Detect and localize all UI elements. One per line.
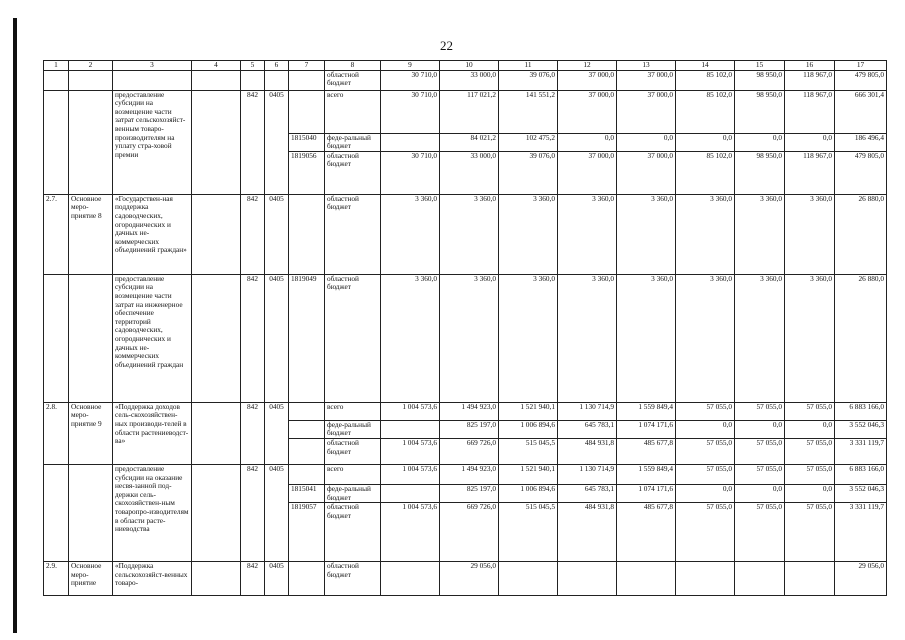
col-header: 15 [735, 61, 785, 71]
amount-cell: 3 552 046,3 [835, 420, 887, 438]
amount-cell: 479 805,0 [835, 151, 887, 194]
amount-cell [558, 562, 617, 596]
executor-cell [192, 274, 241, 402]
col-header: 6 [265, 61, 289, 71]
event-name-cell: предоставление субсидии на оказание несвя-занной под-держки сель-скохозяйствен-ным товаропро-изводителям в области расте-ниеводства [113, 464, 192, 561]
target-code-cell [289, 420, 325, 438]
col-header: 3 [113, 61, 192, 71]
funding-source-cell: феде-ральный бюджет [325, 133, 381, 151]
event-name-cell: предоставление субсидии на возмещение части затрат сельскохозяйст-венным товаро-производителям на уплату стра-ховой премии [113, 90, 192, 194]
funding-source-cell: областной бюджет [325, 503, 381, 562]
amount-cell: 1 074 171,6 [617, 420, 676, 438]
col-header: 7 [289, 61, 325, 71]
grbs-code-cell: 842 [241, 90, 265, 194]
amount-cell: 85 102,0 [676, 70, 735, 90]
row-number-cell [44, 90, 69, 194]
amount-cell: 102 475,2 [499, 133, 558, 151]
amount-cell: 57 055,0 [735, 464, 785, 484]
amount-cell: 3 360,0 [676, 194, 735, 274]
amount-cell: 186 496,4 [835, 133, 887, 151]
amount-cell: 117 021,2 [440, 90, 499, 133]
table-row [44, 402, 887, 420]
amount-cell: 85 102,0 [676, 90, 735, 133]
executor-cell [192, 70, 241, 90]
amount-cell: 3 331 119,7 [835, 503, 887, 562]
amount-cell [499, 562, 558, 596]
target-code-cell [289, 464, 325, 484]
amount-cell: 1 006 894,6 [499, 484, 558, 502]
amount-cell: 1 494 923,0 [440, 402, 499, 420]
col-header: 17 [835, 61, 887, 71]
grbs-code-cell: 842 [241, 274, 265, 402]
executor-cell [192, 194, 241, 274]
grbs-code-cell: 842 [241, 402, 265, 464]
col-header: 10 [440, 61, 499, 71]
target-code-cell: 1815040 [289, 133, 325, 151]
section-code-cell: 0405 [265, 90, 289, 194]
executor-cell [192, 562, 241, 596]
row-number-cell [44, 70, 69, 90]
amount-cell: 515 045,5 [499, 503, 558, 562]
amount-cell: 825 197,0 [440, 420, 499, 438]
executor-cell [192, 464, 241, 561]
page-number: 22 [440, 38, 453, 53]
amount-cell: 825 197,0 [440, 484, 499, 502]
section-code-cell: 0405 [265, 194, 289, 274]
target-code-cell [289, 90, 325, 133]
target-code-cell [289, 194, 325, 274]
amount-cell: 57 055,0 [785, 402, 835, 420]
amount-cell [676, 562, 735, 596]
grbs-code-cell: 842 [241, 562, 265, 596]
funding-source-cell: всего [325, 464, 381, 484]
amount-cell: 37 000,0 [558, 151, 617, 194]
amount-cell: 1 559 849,4 [617, 402, 676, 420]
amount-cell [785, 562, 835, 596]
funding-source-cell: феде-ральный бюджет [325, 484, 381, 502]
amount-cell: 37 000,0 [558, 90, 617, 133]
amount-cell: 3 331 119,7 [835, 438, 887, 464]
amount-cell: 57 055,0 [676, 503, 735, 562]
amount-cell: 3 360,0 [735, 194, 785, 274]
row-number-cell: 2.7. [44, 194, 69, 274]
amount-cell: 1 074 171,6 [617, 484, 676, 502]
amount-cell: 141 551,2 [499, 90, 558, 133]
page-edge-bar [13, 18, 17, 633]
event-name-cell: «Поддержка доходов сель-скохозяйствен-ных производи-телей в области растениеводст-ва» [113, 402, 192, 464]
col-header: 12 [558, 61, 617, 71]
amount-cell: 3 360,0 [676, 274, 735, 402]
table-row [44, 464, 887, 484]
row-number-cell: 2.8. [44, 402, 69, 464]
amount-cell: 479 805,0 [835, 70, 887, 90]
amount-cell: 118 967,0 [785, 90, 835, 133]
amount-cell: 3 360,0 [617, 274, 676, 402]
amount-cell: 57 055,0 [735, 402, 785, 420]
funding-source-cell: областной бюджет [325, 274, 381, 402]
target-code-cell: 1819049 [289, 274, 325, 402]
row-number-cell [44, 274, 69, 402]
amount-cell: 484 931,8 [558, 503, 617, 562]
amount-cell: 57 055,0 [785, 503, 835, 562]
col-header: 8 [325, 61, 381, 71]
row-number-cell [44, 464, 69, 561]
amount-cell: 3 360,0 [785, 194, 835, 274]
table-row [44, 90, 887, 133]
target-code-cell: 1819057 [289, 503, 325, 562]
amount-cell: 57 055,0 [676, 464, 735, 484]
amount-cell: 33 000,0 [440, 151, 499, 194]
amount-cell: 57 055,0 [735, 503, 785, 562]
amount-cell: 3 360,0 [558, 274, 617, 402]
col-header: 1 [44, 61, 69, 71]
amount-cell [735, 562, 785, 596]
section-code-cell: 0405 [265, 274, 289, 402]
target-code-cell: 1815041 [289, 484, 325, 502]
amount-cell: 0,0 [785, 484, 835, 502]
col-header: 16 [785, 61, 835, 71]
amount-cell: 669 726,0 [440, 503, 499, 562]
amount-cell: 84 021,2 [440, 133, 499, 151]
amount-cell: 1 004 573,6 [381, 438, 440, 464]
amount-cell: 98 950,0 [735, 70, 785, 90]
event-type-cell: Основное меро-приятие 9 [69, 402, 113, 464]
amount-cell: 0,0 [676, 420, 735, 438]
header-row [44, 61, 887, 71]
amount-cell: 1 004 573,6 [381, 402, 440, 420]
amount-cell: 645 783,1 [558, 420, 617, 438]
amount-cell: 1 559 849,4 [617, 464, 676, 484]
funding-source-cell: областной бюджет [325, 194, 381, 274]
amount-cell: 3 552 046,3 [835, 484, 887, 502]
amount-cell: 0,0 [785, 420, 835, 438]
col-header: 13 [617, 61, 676, 71]
target-code-cell [289, 402, 325, 420]
event-type-cell [69, 90, 113, 194]
event-type-cell [69, 70, 113, 90]
amount-cell: 37 000,0 [617, 151, 676, 194]
amount-cell: 3 360,0 [499, 274, 558, 402]
section-code-cell [265, 70, 289, 90]
amount-cell: 3 360,0 [735, 274, 785, 402]
amount-cell: 485 677,8 [617, 438, 676, 464]
funding-source-cell: феде-ральный бюджет [325, 420, 381, 438]
amount-cell: 57 055,0 [785, 438, 835, 464]
amount-cell: 1 004 573,6 [381, 503, 440, 562]
executor-cell [192, 402, 241, 464]
funding-source-cell: областной бюджет [325, 151, 381, 194]
amount-cell: 3 360,0 [440, 274, 499, 402]
amount-cell: 1 130 714,9 [558, 402, 617, 420]
amount-cell [617, 562, 676, 596]
amount-cell: 29 056,0 [440, 562, 499, 596]
amount-cell [381, 133, 440, 151]
amount-cell: 6 883 166,0 [835, 464, 887, 484]
amount-cell: 33 000,0 [440, 70, 499, 90]
col-header: 9 [381, 61, 440, 71]
event-name-cell: «Государствен-ная поддержка садоводческих, огороднических и дачных не-коммерческих объединений граждан» [113, 194, 192, 274]
grbs-code-cell: 842 [241, 194, 265, 274]
col-header: 14 [676, 61, 735, 71]
amount-cell: 57 055,0 [735, 438, 785, 464]
amount-cell: 37 000,0 [558, 70, 617, 90]
target-code-cell [289, 70, 325, 90]
amount-cell: 30 710,0 [381, 90, 440, 133]
amount-cell: 39 076,0 [499, 151, 558, 194]
amount-cell: 118 967,0 [785, 70, 835, 90]
amount-cell: 0,0 [735, 133, 785, 151]
event-type-cell [69, 274, 113, 402]
amount-cell [381, 484, 440, 502]
amount-cell: 98 950,0 [735, 90, 785, 133]
amount-cell: 666 301,4 [835, 90, 887, 133]
section-code-cell: 0405 [265, 464, 289, 561]
amount-cell: 3 360,0 [381, 274, 440, 402]
amount-cell: 57 055,0 [676, 438, 735, 464]
amount-cell: 0,0 [735, 420, 785, 438]
col-header: 4 [192, 61, 241, 71]
table-row [44, 562, 887, 596]
amount-cell: 6 883 166,0 [835, 402, 887, 420]
event-name-cell: предоставление субсидии на возмещение части затрат на инженерное обеспечение территорий садоводческих, огороднических и дачных не-коммерческих объединений граждан [113, 274, 192, 402]
event-name-cell: «Поддержка сельскохозяйст-венных товаро- [113, 562, 192, 596]
amount-cell: 26 880,0 [835, 274, 887, 402]
amount-cell: 98 950,0 [735, 151, 785, 194]
amount-cell: 1 521 940,1 [499, 402, 558, 420]
amount-cell [381, 562, 440, 596]
amount-cell: 485 677,8 [617, 503, 676, 562]
amount-cell: 1 130 714,9 [558, 464, 617, 484]
amount-cell: 1 004 573,6 [381, 464, 440, 484]
amount-cell: 3 360,0 [499, 194, 558, 274]
amount-cell: 645 783,1 [558, 484, 617, 502]
amount-cell: 37 000,0 [617, 90, 676, 133]
amount-cell: 1 006 894,6 [499, 420, 558, 438]
amount-cell: 0,0 [785, 133, 835, 151]
event-type-cell: Основное меро-приятие 8 [69, 194, 113, 274]
event-type-cell: Основное меро-приятие [69, 562, 113, 596]
amount-cell: 3 360,0 [785, 274, 835, 402]
amount-cell: 57 055,0 [676, 402, 735, 420]
table-row [44, 194, 887, 274]
amount-cell: 30 710,0 [381, 70, 440, 90]
amount-cell: 26 880,0 [835, 194, 887, 274]
funding-source-cell: всего [325, 402, 381, 420]
amount-cell: 669 726,0 [440, 438, 499, 464]
amount-cell: 0,0 [735, 484, 785, 502]
amount-cell: 0,0 [676, 133, 735, 151]
amount-cell: 57 055,0 [785, 464, 835, 484]
col-header: 5 [241, 61, 265, 71]
funding-source-cell: всего [325, 90, 381, 133]
executor-cell [192, 90, 241, 194]
target-code-cell: 1819056 [289, 151, 325, 194]
grbs-code-cell [241, 70, 265, 90]
event-type-cell [69, 464, 113, 561]
amount-cell: 1 521 940,1 [499, 464, 558, 484]
target-code-cell [289, 562, 325, 596]
grbs-code-cell: 842 [241, 464, 265, 561]
amount-cell: 39 076,0 [499, 70, 558, 90]
amount-cell: 3 360,0 [440, 194, 499, 274]
amount-cell: 0,0 [617, 133, 676, 151]
event-name-cell [113, 70, 192, 90]
col-header: 2 [69, 61, 113, 71]
amount-cell: 3 360,0 [558, 194, 617, 274]
target-code-cell [289, 438, 325, 464]
amount-cell: 0,0 [558, 133, 617, 151]
funding-source-cell: областной бюджет [325, 562, 381, 596]
col-header: 11 [499, 61, 558, 71]
funding-source-cell: областной бюджет [325, 438, 381, 464]
table-row [44, 274, 887, 402]
amount-cell: 29 056,0 [835, 562, 887, 596]
row-number-cell: 2.9. [44, 562, 69, 596]
amount-cell: 118 967,0 [785, 151, 835, 194]
amount-cell: 484 931,8 [558, 438, 617, 464]
amount-cell: 1 494 923,0 [440, 464, 499, 484]
section-code-cell: 0405 [265, 402, 289, 464]
section-code-cell: 0405 [265, 562, 289, 596]
amount-cell: 515 045,5 [499, 438, 558, 464]
amount-cell [381, 420, 440, 438]
amount-cell: 3 360,0 [381, 194, 440, 274]
table-row [44, 70, 887, 90]
funding-source-cell: областной бюджет [325, 70, 381, 90]
amount-cell: 3 360,0 [617, 194, 676, 274]
amount-cell: 30 710,0 [381, 151, 440, 194]
budget-table [43, 60, 887, 596]
amount-cell: 0,0 [676, 484, 735, 502]
amount-cell: 37 000,0 [617, 70, 676, 90]
amount-cell: 85 102,0 [676, 151, 735, 194]
